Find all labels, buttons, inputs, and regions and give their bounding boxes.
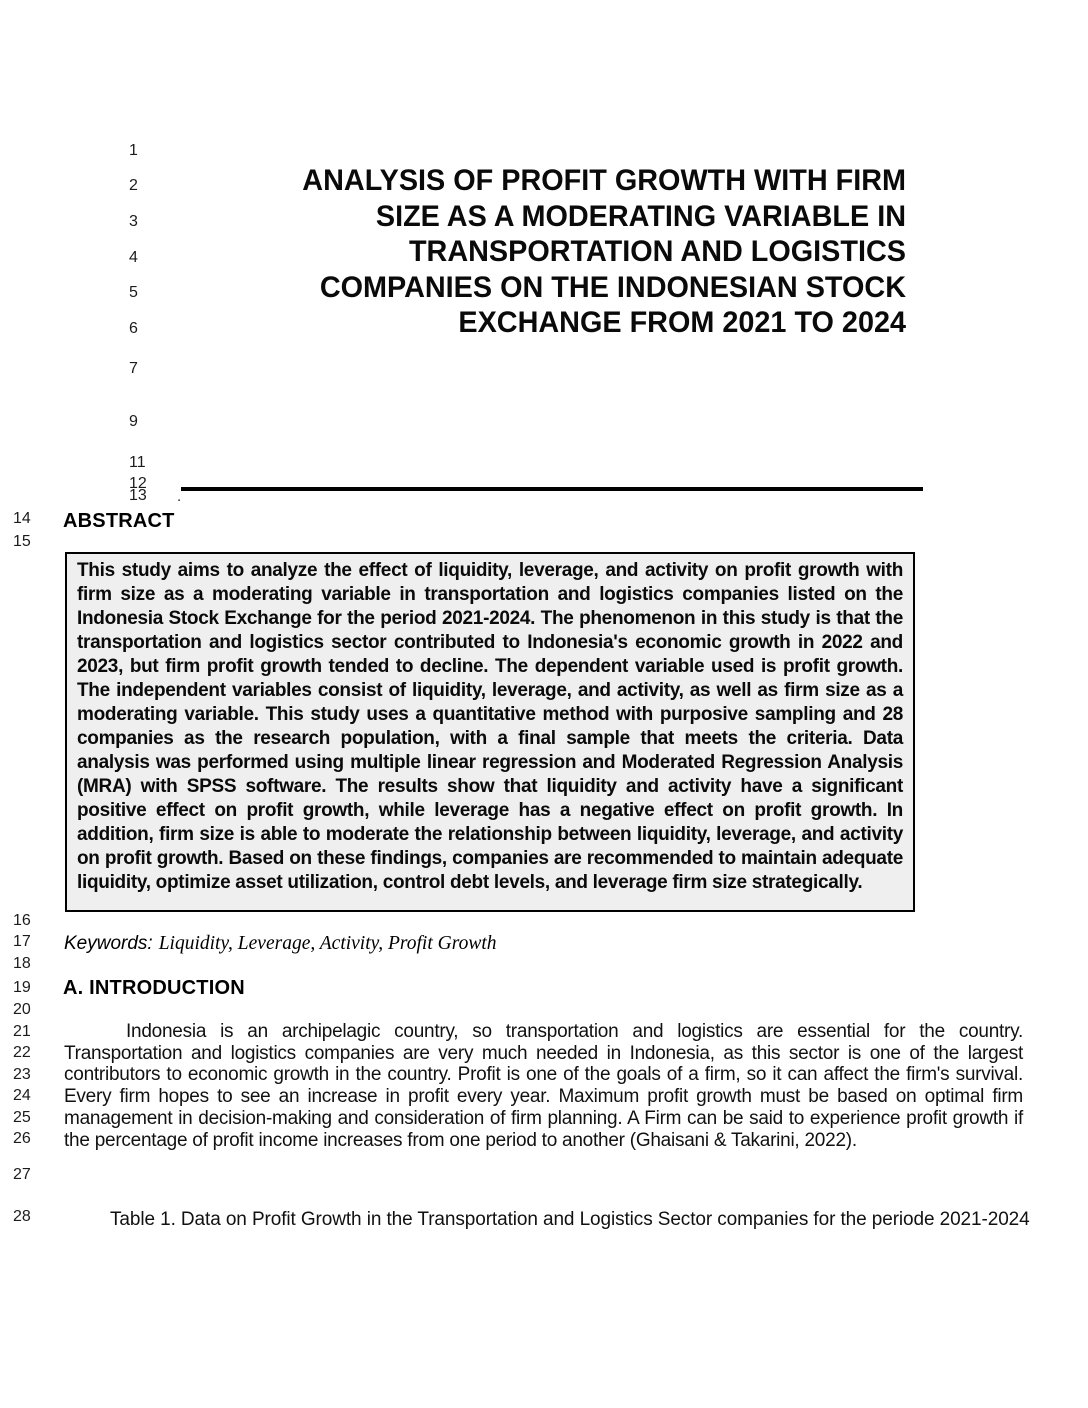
line-number: 27 <box>13 1166 31 1183</box>
introduction-paragraph: Indonesia is an archipelagic country, so transportation and logistics are essential for the country. Transportation and logistics companies are very much needed in Indonesia, as this sector is one of the largest contributors to economic growth in the country. Profit is one of the goals of a firm, so it can affect the firm's survival. Every firm hopes to see an increase in profit every year. Maximum profit growth must be based on optimal firm management in decision-making and consideration of firm planning. A Firm can be said to experience profit growth if the percentage of profit income increases from one period to another (Ghaisani & Takarini, 2022). <box>64 1021 1023 1151</box>
paper-title-line-1: ANALYSIS OF PROFIT GROWTH WITH FIRM <box>302 164 906 197</box>
line-number: 6 <box>129 320 138 337</box>
table-1-caption: Table 1. Data on Profit Growth in the Transportation and Logistics Sector companies for the periode 2021-2024 <box>110 1209 1030 1230</box>
line-number: 14 <box>13 510 31 527</box>
paper-title-line-2: SIZE AS A MODERATING VARIABLE IN <box>375 199 907 233</box>
paper-title <box>157 163 906 341</box>
abstract-box <box>65 552 915 912</box>
keywords-label: Keywords: <box>64 933 153 954</box>
line-number: 23 <box>13 1066 31 1083</box>
line-number: 22 <box>13 1044 31 1061</box>
line-number: 20 <box>13 1001 31 1018</box>
abstract-text: This study aims to analyze the effect of liquidity, leverage, and activity on profit growth with firm size as a moderating variable in transportation and logistics companies listed on the Indonesia Stock Exchange for the period 2021-2024. The phenomenon in this study is that the transportation and logistics sector contributed to Indonesia's economic growth in 2022 and 2023, but firm profit growth tended to decline. The dependent variable used is profit growth. The independent variables consist of liquidity, leverage, and activity, as well as firm size as a moderating variable. This study uses a quantitative method with purposive sampling and 28 companies as the research population, with a final sample that meets the criteria. Data analysis was performed using multiple linear regression and Moderated Regression Analysis (MRA) with SPSS software. The results show that liquidity and activity have a significant positive effect on profit growth, while leverage has a negative effect on profit growth. In addition, firm size is able to moderate the relationship between liquidity, leverage, and activity on profit growth. Based on these findings, companies are recommended to maintain adequate liquidity, optimize asset utilization, control debt levels, and leverage firm size strategically. <box>77 560 903 893</box>
paper-title-line-3: TRANSPORTATION AND LOGISTICS <box>408 235 906 269</box>
line-number: 24 <box>13 1087 31 1104</box>
keywords-values: Liquidity, Leverage, Activity, Profit Growth <box>158 933 497 954</box>
line-number: 18 <box>13 955 31 972</box>
line-number: 5 <box>129 284 138 301</box>
line-number: 19 <box>13 979 31 996</box>
line-number: 15 <box>13 533 31 550</box>
line-number: 4 <box>129 249 138 266</box>
keywords-line <box>64 933 497 955</box>
title-divider-rule <box>181 487 923 491</box>
line-number: 7 <box>129 360 138 377</box>
line-number: 1 <box>129 142 138 159</box>
line-number: 25 <box>13 1109 31 1126</box>
line-number: 11 <box>129 454 146 471</box>
line-number: 21 <box>13 1023 31 1040</box>
line-number: 28 <box>13 1208 31 1225</box>
line-number: 9 <box>129 413 138 430</box>
line-number: 26 <box>13 1130 31 1147</box>
abstract-heading: ABSTRACT <box>63 510 175 532</box>
line-number: 16 <box>13 912 31 929</box>
introduction-heading: A. INTRODUCTION <box>63 977 245 999</box>
line-number: 17 <box>13 933 31 950</box>
stray-period: . <box>177 488 182 505</box>
line-number: 12 <box>129 475 147 492</box>
line-number: 3 <box>129 213 138 230</box>
line-number: 2 <box>129 177 138 194</box>
line-number: 13 <box>129 487 147 504</box>
paper-title-line-5: EXCHANGE FROM 2021 TO 2024 <box>458 306 906 340</box>
paper-title-line-4: COMPANIES ON THE INDONESIAN STOCK <box>319 270 906 304</box>
